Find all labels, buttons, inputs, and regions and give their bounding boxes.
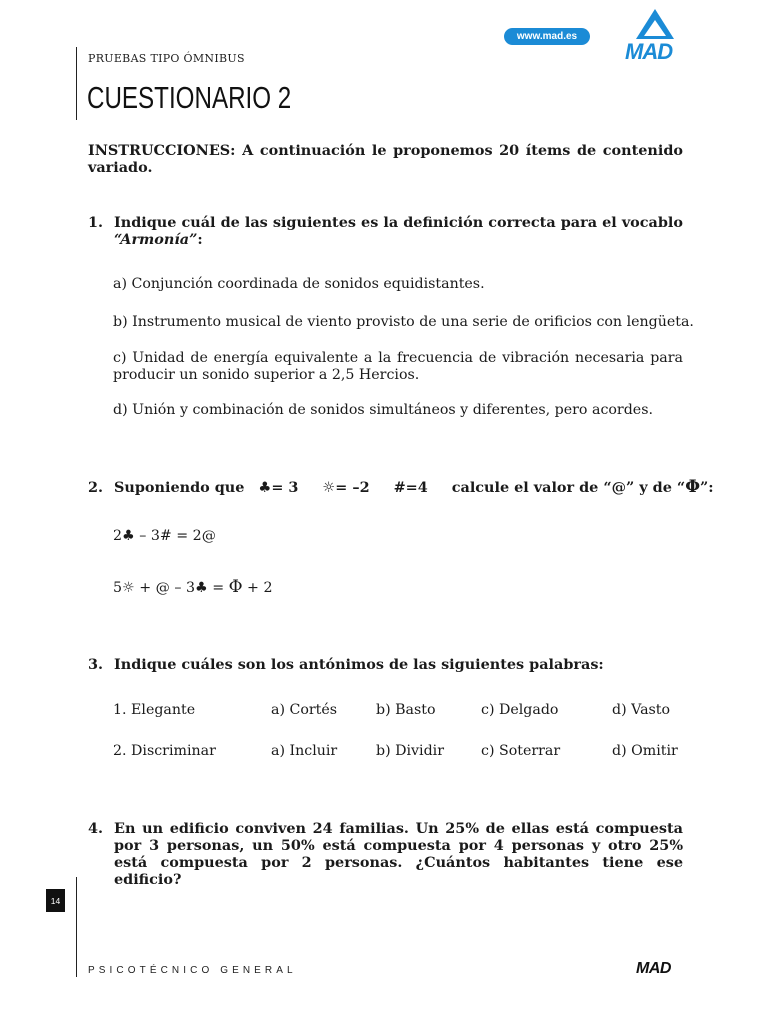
question-text-part: ”: — [700, 479, 714, 496]
term-armonia: “Armonía” — [114, 231, 198, 248]
option-c: c) Unidad de energía equivalente a la frecuencia de vibración necesaria para producir un sonido superior a 2,5 Hercios. — [113, 350, 683, 383]
word-discriminar: 2. Discriminar — [113, 743, 216, 759]
question-text — [114, 477, 714, 497]
question-2 — [88, 477, 714, 499]
option-d: d) Omitir — [612, 743, 678, 759]
option-d: d) Unión y combinación de sonidos simultáneos y diferentes, pero acordes. — [113, 402, 653, 418]
question-1 — [88, 214, 683, 254]
page-title: CUESTIONARIO 2 — [87, 80, 292, 115]
mad-logo — [623, 8, 687, 62]
question-text-part: Indique cuál de las siguientes es la definición correcta para el vocablo — [114, 214, 683, 231]
option-a: a) Cortés — [271, 702, 338, 718]
question-number: 3. — [88, 656, 104, 673]
header-divider-line — [76, 47, 77, 120]
club-value: ♣= 3 — [258, 479, 299, 496]
question-text-part: Suponiendo que — [114, 479, 245, 496]
sun-value: ☼= –2 — [322, 479, 370, 496]
option-b: b) Instrumento musical de viento provisto de una serie de orificios con lengüeta. — [113, 314, 694, 330]
question-number: 1. — [88, 214, 104, 231]
hash-value: #=4 — [393, 479, 428, 496]
word-elegante: 1. Elegante — [113, 702, 196, 718]
question-number: 4. — [88, 820, 104, 837]
option-d: d) Vasto — [612, 702, 671, 718]
phi-symbol: Φ — [685, 477, 700, 497]
phi-symbol: Φ — [228, 577, 243, 597]
footer-logo: MAD — [636, 960, 671, 977]
footer-title: PSICOTÉCNICO GENERAL — [88, 965, 297, 976]
option-a: a) Conjunción coordinada de sonidos equidistantes. — [113, 276, 485, 292]
question-3 — [88, 656, 688, 676]
option-b: b) Basto — [376, 702, 436, 718]
question-text: En un edificio conviven 24 familias. Un 25% de ellas está compuesta por 3 personas, un 50% está compuesta por 4 personas y otro 25% está compuesta por 2 personas. ¿Cuántos habitantes tiene ese edificio? — [114, 820, 683, 888]
equation-part: 5☼ + @ – 3♣ = — [113, 580, 229, 596]
triangle-logo-icon — [635, 8, 675, 40]
website-link[interactable]: www.mad.es — [504, 28, 590, 45]
option-b: b) Dividir — [376, 743, 444, 759]
question-text: Indique cuáles son los antónimos de las siguientes palabras: — [114, 656, 604, 673]
option-c: c) Soterrar — [481, 743, 561, 759]
option-a: a) Incluir — [271, 743, 338, 759]
page-number: 14 — [46, 889, 65, 912]
question-4 — [88, 820, 683, 888]
question-text-part: calcule el valor de “@” y de “ — [451, 479, 686, 496]
series-label: PRUEBAS TIPO ÓMNIBUS — [88, 52, 245, 65]
question-number: 2. — [88, 479, 104, 496]
logo-text: MAD — [625, 39, 673, 64]
equation-2 — [113, 579, 272, 597]
question-text-part: : — [197, 231, 203, 248]
instructions: INSTRUCCIONES: A continuación le proponemos 20 ítems de contenido variado. — [88, 142, 683, 176]
equation-1: 2♣ – 3# = 2@ — [113, 528, 216, 544]
footer-divider-line — [76, 877, 77, 977]
question-text — [114, 214, 683, 248]
equation-part: + 2 — [242, 580, 273, 596]
option-c: c) Delgado — [481, 702, 559, 718]
